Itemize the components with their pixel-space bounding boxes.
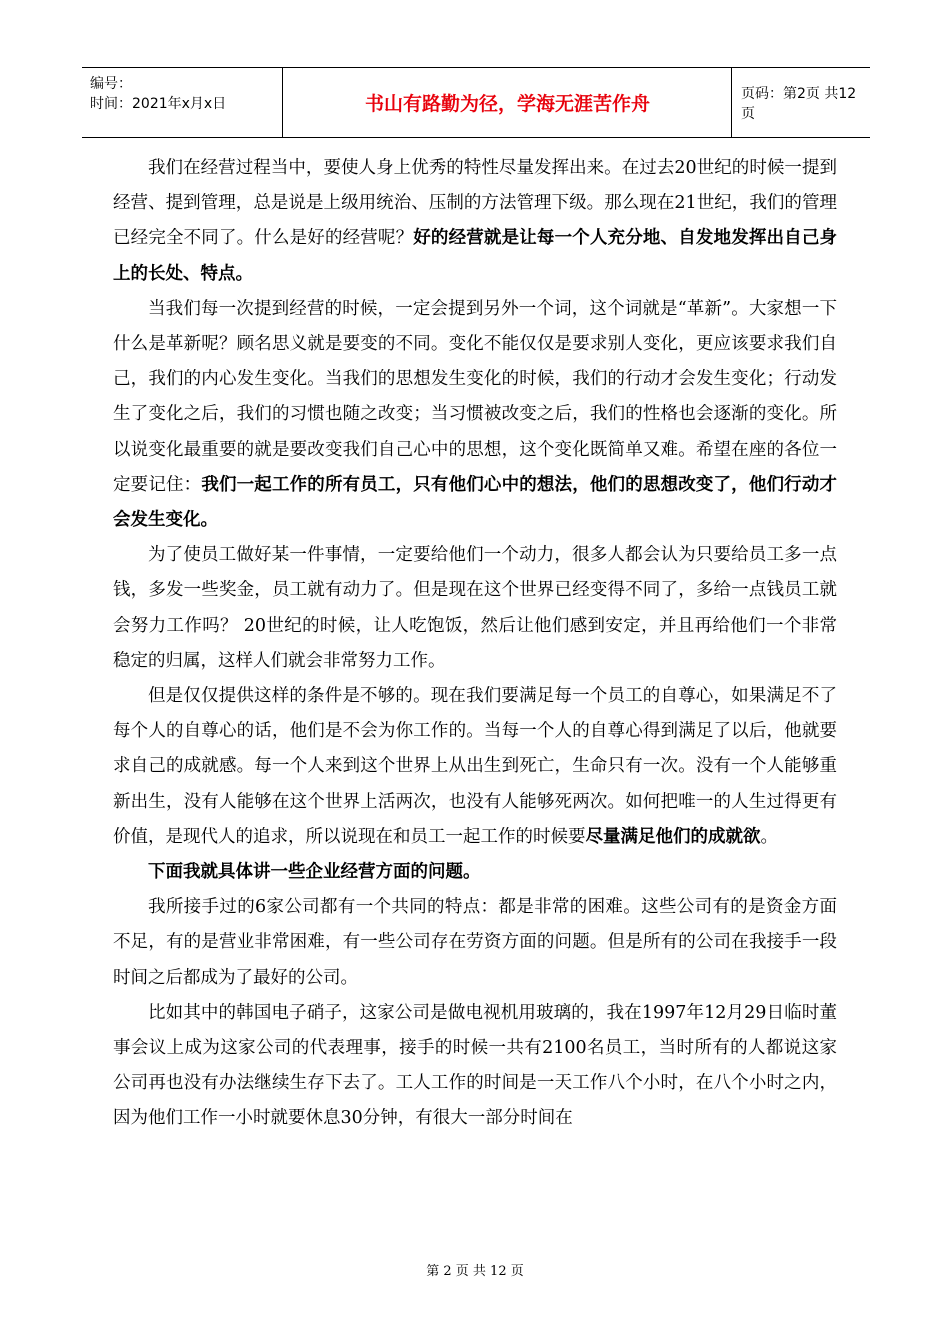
- header-page-label: 页码：第2页 共12页: [741, 85, 857, 122]
- paragraph-1: [113, 151, 837, 292]
- page-header: [82, 67, 870, 138]
- paragraph-text: 我所接手过的6家公司都有一个共同的特点：都是非常的困难。这些公司有的是资金方面不足，有的是营业非常困难，有一些公司存在劳资方面的问题。但是所有的公司在我接手一段时间之后都成为了最好的公司。: [113, 897, 837, 988]
- heading-text: 下面我就具体讲一些企业经营方面的问题。: [148, 862, 481, 883]
- paragraph-text: 为了使员工做好某一件事情，一定要给他们一个动力，很多人都会认为只要给员工多一点钱，多发一些奖金，员工就有动力了。但是现在这个世界已经变得不同了，多给一点钱员工就会努力工作吗？ 20世纪的时候，让人吃饱饭，然后让他们感到安定，并且再给他们一个非常稳定的归属，这样人们就会非常努力工作。: [113, 545, 837, 671]
- paragraph-4: [113, 679, 837, 855]
- number-label: 编号：: [90, 76, 132, 92]
- paragraph-6: [113, 996, 837, 1137]
- header-slogan: 书山有路勤为径，学海无涯苦作舟: [364, 93, 650, 115]
- paragraph-tail: 。: [760, 826, 778, 847]
- paragraph-5: [113, 890, 837, 996]
- header-divider-left: [282, 68, 283, 137]
- paragraph-text: 我们在经营过程当中，要使人身上优秀的特性尽量发挥出来。在过去20世纪的时候一提到经营、提到管理，总是说是上级用统治、压制的方法管理下级。那么现在21世纪，我们的管理已经完全不同了。什么是好的经营呢？: [113, 158, 837, 249]
- time-label: 时间：2021年x月x日: [90, 96, 227, 112]
- section-heading: [113, 855, 837, 890]
- page-footer: 第 2 页 共 12 页: [426, 1264, 524, 1279]
- paragraph-bold: 好的经营就是让每一个人充分地、自发地发挥出自己身上的长处、特点。: [113, 228, 838, 284]
- paragraph-3: [113, 538, 837, 679]
- header-divider-right: [731, 68, 732, 137]
- paragraph-2: [113, 292, 837, 538]
- paragraph-text: 比如其中的韩国电子硝子，这家公司是做电视机用玻璃的，我在1997年12月29日临时董事会议上成为这家公司的代表理事，接手的时候一共有2100名员工，当时所有的人都说这家公司再也没有办法继续生存下去了。工人工作的时间是一天工作八个小时，在八个小时之内，因为他们工作一小时就要休息30分钟，有很大一部分时间在: [113, 1002, 837, 1129]
- document-body: [113, 151, 837, 1137]
- paragraph-text: 但是仅仅提供这样的条件是不够的。现在我们要满足每一个员工的自尊心，如果满足不了每个人的自尊心的话，他们是不会为你工作的。当每一个人的自尊心得到满足了以后，他就要求自己的成就感。每一个人来到这个世界上从出生到死亡，生命只有一次。没有一个人能够重新出生，没有人能够在这个世界上活两次，也没有人能够死两次。如何把唯一的人生过得更有价值，是现代人的追求，所以说现在和员工一起工作的时候要: [113, 686, 837, 847]
- paragraph-bold: 尽量满足他们的成就欲: [585, 826, 761, 847]
- header-info: [90, 74, 280, 114]
- paragraph-text: 当我们每一次提到经营的时候，一定会提到另外一个词，这个词就是“革新”。大家想一下什么是革新呢？顾名思义就是要变的不同。变化不能仅仅是要求别人变化，更应该要求我们自己，我们的内心发生变化。当我们的思想发生变化的时候，我们的行动才会发生变化；行动发生了变化之后，我们的习惯也随之改变；当习惯被改变之后，我们的性格也会逐渐的变化。所以说变化最重要的就是要改变我们自己心中的思想，这个变化既简单又难。希望在座的各位一定要记住：: [113, 298, 837, 495]
- paragraph-bold: 我们一起工作的所有员工，只有他们心中的想法，他们的思想改变了，他们行动才会发生变化。: [113, 474, 837, 531]
